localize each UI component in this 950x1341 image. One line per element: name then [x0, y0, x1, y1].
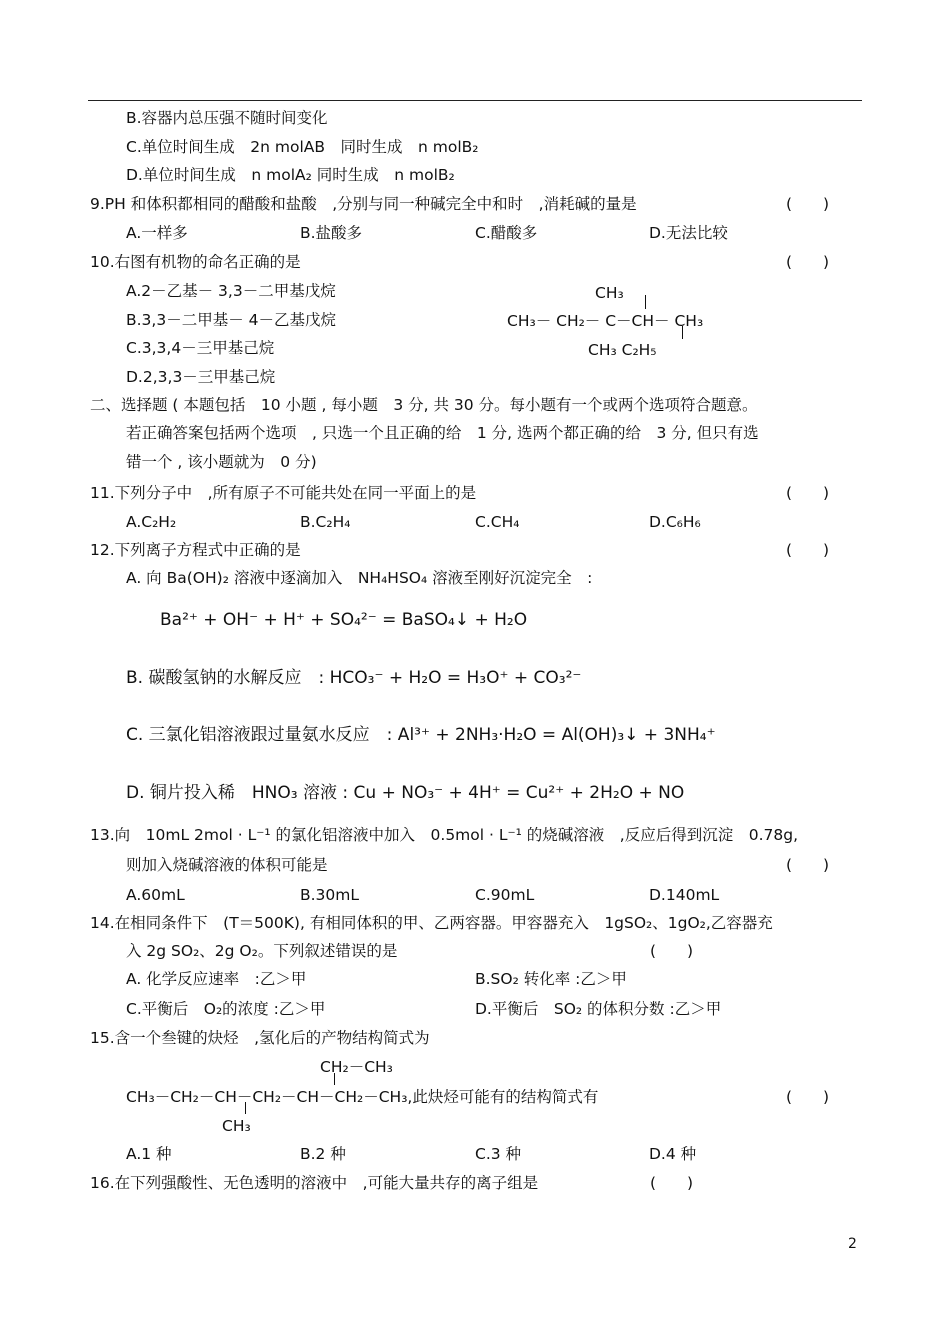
q8-option-d: D.单位时间生成 n molA₂ 同时生成 n molB₂ [126, 166, 455, 184]
q10-structure-main: CH₃－ CH₂－ C－CH－ CH₃ [507, 312, 704, 330]
q10-bond-bottom [682, 326, 683, 339]
q8-option-c: C.单位时间生成 2n molAB 同时生成 n molB₂ [126, 138, 479, 156]
q15-option-c: C.3 种 [475, 1145, 522, 1163]
q13-answer-paren: ( ) [786, 856, 830, 874]
q15-structure-bottom: CH₃ [222, 1117, 251, 1135]
q12-option-a-equation: Ba²⁺ + OH⁻ + H⁺ + SO₄²⁻ = BaSO₄↓ + H₂O [160, 610, 528, 630]
q13-option-a: A.60mL [126, 886, 185, 904]
q12-option-d: D. 铜片投入稀 HNO₃ 溶液 : Cu + NO₃⁻ + 4H⁺ = Cu²⁺ + 2H₂O + NO [126, 783, 685, 803]
q9-stem: 9.PH 和体积都相同的醋酸和盐酸 ,分别与同一种碱完全中和时 ,消耗碱的量是 [90, 195, 637, 213]
q15-option-a: A.1 种 [126, 1145, 172, 1163]
q10-option-c: C.3,3,4－三甲基己烷 [126, 339, 275, 357]
q10-option-a: A.2－乙基－ 3,3－二甲基戊烷 [126, 282, 336, 300]
q15-bond-top [334, 1073, 335, 1085]
q14-option-d: D.平衡后 SO₂ 的体积分数 :乙＞甲 [475, 1000, 722, 1018]
q16-stem: 16.在下列强酸性、无色透明的溶液中 ,可能大量共存的离子组是 [90, 1174, 539, 1192]
q10-stem: 10.右图有机物的命名正确的是 [90, 253, 301, 271]
q12-stem: 12.下列离子方程式中正确的是 [90, 541, 301, 559]
q11-option-d: D.C₆H₆ [649, 513, 701, 531]
q9-option-b: B.盐酸多 [300, 224, 363, 242]
q14-answer-paren: ( ) [650, 942, 694, 960]
q13-option-d: D.140mL [649, 886, 720, 904]
q13-option-b: B.30mL [300, 886, 360, 904]
q10-option-d: D.2,3,3－三甲基己烷 [126, 368, 276, 386]
q9-option-d: D.无法比较 [649, 224, 728, 242]
page-number: 2 [848, 1236, 857, 1252]
q12-answer-paren: ( ) [786, 541, 830, 559]
section2-intro-line1: 二、选择题 ( 本题包括 10 小题 , 每小题 3 分, 共 30 分。每小题有一个或两个选项符合题意。 [90, 396, 758, 414]
q15-structure-top: CH₂－CH₃ [320, 1058, 393, 1076]
section2-intro-line2: 若正确答案包括两个选项 , 只选一个且正确的给 1 分, 选两个都正确的给 3 分, 但只有选 [126, 424, 759, 442]
q12-option-c: C. 三氯化铝溶液跟过量氨水反应 : Al³⁺ + 2NH₃·H₂O = Al(OH)₃↓ + 3NH₄⁺ [126, 725, 716, 745]
q13-stem-line1: 13.向 10mL 2mol · L⁻¹ 的氯化铝溶液中加入 0.5mol · L⁻¹ 的烧碱溶液 ,反应后得到沉淀 0.78g, [90, 826, 799, 844]
q9-option-c: C.醋酸多 [475, 224, 538, 242]
section2-intro-line3: 错一个 , 该小题就为 0 分) [126, 453, 317, 471]
q11-stem: 11.下列分子中 ,所有原子不可能共处在同一平面上的是 [90, 484, 477, 502]
q11-option-b: B.C₂H₄ [300, 513, 351, 531]
q10-structure-top: CH₃ [595, 284, 624, 302]
q12-option-b: B. 碳酸氢钠的水解反应 : HCO₃⁻ + H₂O = H₃O⁺ + CO₃²⁻ [126, 668, 582, 688]
q15-option-d: D.4 种 [649, 1145, 697, 1163]
q10-option-b: B.3,3－二甲基－ 4－乙基戊烷 [126, 311, 337, 329]
q12-option-a: A. 向 Ba(OH)₂ 溶液中逐滴加入 NH₄HSO₄ 溶液至刚好沉淀完全 : [126, 569, 593, 587]
header-rule [88, 100, 862, 101]
q13-stem-line2: 则加入烧碱溶液的体积可能是 [126, 856, 328, 874]
q9-option-a: A.一样多 [126, 224, 188, 242]
q15-answer-paren: ( ) [786, 1088, 830, 1106]
q10-structure-bottom: CH₃ C₂H₅ [588, 341, 657, 359]
q16-answer-paren: ( ) [650, 1174, 694, 1192]
q14-option-a: A. 化学反应速率 :乙＞甲 [126, 970, 307, 988]
q15-stem: 15.含一个叁键的炔烃 ,氢化后的产物结构简式为 [90, 1029, 430, 1047]
q11-option-a: A.C₂H₂ [126, 513, 177, 531]
q14-option-c: C.平衡后 O₂的浓度 :乙＞甲 [126, 1000, 326, 1018]
q14-stem-line1: 14.在相同条件下 (T＝500K), 有相同体积的甲、乙两容器。甲容器充入 1gSO₂、1gO₂,乙容器充 [90, 914, 773, 932]
q13-option-c: C.90mL [475, 886, 535, 904]
q11-answer-paren: ( ) [786, 484, 830, 502]
q14-option-b: B.SO₂ 转化率 :乙＞甲 [475, 970, 627, 988]
q9-answer-paren: ( ) [786, 195, 830, 213]
q15-structure-main: CH₃－CH₂－CH－CH₂－CH－CH₂－CH₃,此炔烃可能有的结构简式有 [126, 1088, 599, 1106]
q15-bond-bottom [245, 1102, 246, 1114]
q11-option-c: C.CH₄ [475, 513, 520, 531]
q10-bond-top [645, 295, 646, 309]
q8-option-b: B.容器内总压强不随时间变化 [126, 109, 328, 127]
q10-answer-paren: ( ) [786, 253, 830, 271]
q14-stem-line2: 入 2g SO₂、2g O₂。下列叙述错误的是 [126, 942, 398, 960]
q15-option-b: B.2 种 [300, 1145, 346, 1163]
